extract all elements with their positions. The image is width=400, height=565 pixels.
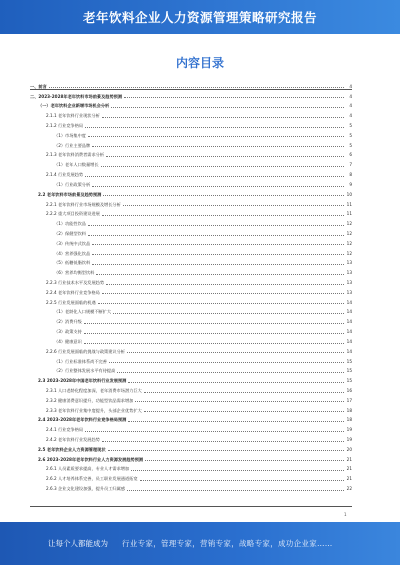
toc-leader-dots [92, 146, 344, 147]
toc-leader-dots [145, 460, 344, 461]
toc-entry-label: （4）营养强化饮品 [54, 250, 91, 256]
toc-entry[interactable] [30, 347, 352, 357]
toc-entry-page: 4 [349, 103, 352, 109]
toc-entry-page: 14 [346, 348, 352, 354]
toc-entry[interactable] [30, 337, 352, 347]
footer-slogan: 让每个人都能成为 [48, 539, 108, 548]
toc-entry-label: 2.4 2023-2028年老年饮料行业竞争格局预测 [38, 417, 127, 423]
toc-leader-dots [102, 215, 344, 216]
toc-leader-dots [144, 411, 344, 412]
toc-entry-label: 2.1.1 老年饮料行业现状分析 [46, 113, 100, 119]
toc-entry-label: 2.2.4 老年饮料行业竞争格局 [46, 289, 100, 295]
toc-leader-dots [106, 156, 344, 157]
toc-entry[interactable] [30, 259, 352, 269]
toc-leader-dots [102, 117, 344, 118]
toc-entry[interactable] [30, 82, 352, 92]
toc-entry-label: （1）老年人口数量增长 [54, 162, 99, 168]
toc-entry[interactable] [30, 141, 352, 151]
toc-entry-label: （5）低糖低脂饮料 [54, 260, 91, 266]
toc-leader-dots [84, 323, 344, 324]
toc-entry-page: 15 [346, 358, 352, 364]
toc-entry-label: 2.4.2 老年饮料行业发展趋势 [46, 437, 100, 443]
toc-entry-page: 5 [349, 123, 352, 129]
toc-entry-page: 22 [346, 486, 352, 492]
toc-leader-dots [92, 264, 344, 265]
toc-entry-page: 15 [346, 368, 352, 374]
toc-entry[interactable] [30, 425, 352, 435]
toc-leader-dots [49, 87, 344, 88]
toc-entry[interactable] [30, 288, 352, 298]
toc-entry-page: 21 [346, 476, 352, 482]
toc-entry[interactable] [30, 327, 352, 337]
toc-entry[interactable] [30, 161, 352, 171]
toc-entry-label: 2.1.4 行业发展趋势 [46, 172, 84, 178]
toc-entry-label: 2.2 老年饮料市场前景及趋势预测 [38, 191, 102, 197]
footer-services: 行业专家，管理专家，营销专家，战略专家，成功企业家…… [122, 539, 333, 548]
toc-entry-page: 6 [349, 152, 352, 158]
toc-entry[interactable] [30, 376, 352, 386]
toc-entry-page: 7 [349, 162, 352, 168]
toc-entry-label: 2.3.2 健康消费意识提升，功能型饮品需求增加 [46, 397, 134, 403]
toc-leader-dots [102, 293, 344, 294]
toc-entry[interactable] [30, 416, 352, 426]
toc-entry[interactable] [30, 131, 352, 141]
toc-leader-dots [111, 107, 344, 108]
toc-entry[interactable] [30, 239, 352, 249]
toc-entry-page: 13 [346, 270, 352, 276]
report-title: 老年饮料企业人力资源管理策略研究报告 [82, 10, 317, 25]
toc-entry-label: 2.1.3 老年饮料消费者需求分析 [46, 152, 105, 158]
toc-entry-page: 5 [349, 132, 352, 138]
toc-leader-dots [88, 225, 344, 226]
toc-leader-dots [88, 235, 344, 236]
toc-entry[interactable] [30, 111, 352, 121]
toc-leader-dots [117, 372, 344, 373]
toc-entry[interactable] [30, 210, 352, 220]
toc-entry-page: 14 [346, 319, 352, 325]
toc-entry-label: （3）传统中式饮品 [54, 240, 91, 246]
toc-entry-label: （1）行业政策分析 [54, 181, 91, 187]
toc-entry[interactable] [30, 229, 352, 239]
header-banner [0, 0, 400, 34]
toc-leader-dots [127, 490, 344, 491]
toc-entry-page: 17 [346, 397, 352, 403]
toc-entry-label: 2.5 老年饮料企业人力资源管理现状 [38, 446, 106, 452]
toc-entry-page: 16 [346, 387, 352, 393]
toc-entry-page: 18 [346, 417, 352, 423]
toc-entry-page: 10 [346, 191, 352, 197]
toc-entry[interactable] [30, 151, 352, 161]
toc-entry[interactable] [30, 465, 352, 475]
page-number: 1 [344, 512, 347, 517]
toc-leader-dots [85, 431, 344, 432]
toc-leader-dots [128, 421, 344, 422]
toc-entry-label: （1）老龄化人口规模不断扩大 [54, 309, 112, 315]
toc-entry-page: 12 [346, 240, 352, 246]
toc-entry[interactable] [30, 396, 352, 406]
toc-entry-label: 2.3 2023-2028年中国老年饮料行业发展预测 [38, 378, 127, 384]
toc-entry-page: 18 [346, 407, 352, 413]
toc-entry-label: （2）行业整体发展水平有待提高 [54, 368, 116, 374]
toc-entry[interactable] [30, 406, 352, 416]
toc-leader-dots [85, 127, 344, 128]
footer-banner [0, 522, 400, 565]
toc-leader-dots [92, 244, 344, 245]
toc-entry-page: 5 [349, 142, 352, 148]
toc-entry-page: 8 [349, 172, 352, 178]
toc-entry[interactable] [30, 249, 352, 259]
toc-entry[interactable] [30, 121, 352, 131]
toc-entry-label: （1）行业标准体系尚不完善 [54, 358, 107, 364]
toc-entry-label: （2）消费升级 [54, 319, 82, 325]
toc-entry[interactable] [30, 170, 352, 180]
toc-leader-dots [123, 205, 344, 206]
toc-leader-dots [98, 303, 344, 304]
toc-entry-label: 2.4.1 行业竞争格局 [46, 427, 84, 433]
toc-entry-label: 2.1.2 行业竞争格局 [46, 123, 84, 129]
toc-leader-dots [109, 362, 344, 363]
toc-entry-page: 15 [346, 378, 352, 384]
toc-entry-page: 4 [349, 113, 352, 119]
toc-entry-label: 2.6.1 人员素质要求提高，专业人才需求增加 [46, 466, 130, 472]
toc-entry-label: 2.2.3 行业技术水平及发展趋势 [46, 280, 105, 286]
toc-entry-label: （一）老年饮料企业新增市场机会分析 [38, 103, 110, 109]
toc-leader-dots [106, 284, 344, 285]
toc-entry[interactable] [30, 357, 352, 367]
toc-entry-label: 2.3.1 人口老龄化程度加深，老年消费市场潜力巨大 [46, 387, 142, 393]
toc-entry[interactable] [30, 278, 352, 288]
toc-entry-label: 2.2.2 重大项目投资建设进展 [46, 211, 100, 217]
toc-entry[interactable] [30, 200, 352, 210]
toc-leader-dots [92, 186, 344, 187]
toc-entry[interactable] [30, 219, 352, 229]
toc-leader-dots [127, 352, 344, 353]
toc-leader-dots [144, 392, 344, 393]
toc-entry-page: 20 [346, 446, 352, 452]
table-of-contents [30, 82, 352, 494]
toc-entry-label: （6）营养均衡型饮料 [54, 270, 95, 276]
toc-entry-label: （2）保健型饮料 [54, 230, 86, 236]
toc-leader-dots [85, 176, 344, 177]
toc-leader-dots [128, 382, 344, 383]
toc-entry-label: 2.3.3 老年饮料行业集中度提升，头部企业优势扩大 [46, 407, 142, 413]
toc-entry-page: 14 [346, 329, 352, 335]
toc-entry-label: 2.6.3 企业文化建设加强，提升员工归属感 [46, 486, 125, 492]
toc-leader-dots [113, 313, 344, 314]
toc-entry-page: 11 [346, 211, 352, 217]
toc-entry-label: （1）市场集中度 [54, 132, 86, 138]
toc-leader-dots [103, 195, 344, 196]
toc-entry-page: 21 [346, 456, 352, 462]
toc-leader-dots [108, 450, 344, 451]
toc-entry[interactable] [30, 180, 352, 190]
toc-entry-label: （2）行业主要品牌 [54, 142, 91, 148]
toc-entry[interactable] [30, 484, 352, 494]
toc-entry-page: 4 [349, 83, 352, 89]
toc-entry[interactable] [30, 190, 352, 200]
toc-entry[interactable] [30, 435, 352, 445]
toc-entry[interactable] [30, 268, 352, 278]
toc-entry-label: 2.2.1 老年饮料行业市场规模及增长分析 [46, 201, 121, 207]
toc-entry-page: 12 [346, 250, 352, 256]
toc-entry-page: 12 [346, 230, 352, 236]
toc-leader-dots [96, 274, 344, 275]
toc-entry-page: 14 [346, 309, 352, 315]
toc-entry-page: 11 [346, 201, 352, 207]
toc-leader-dots [102, 441, 344, 442]
toc-leader-dots [92, 254, 344, 255]
toc-entry-label: 一、前言 [30, 83, 47, 89]
toc-leader-dots [131, 470, 344, 471]
toc-entry-label: 2.6.2 人才培养体系完善，员工职业发展通道拓宽 [46, 476, 138, 482]
toc-leader-dots [124, 97, 344, 98]
toc-entry[interactable] [30, 102, 352, 112]
toc-leader-dots [88, 136, 344, 137]
toc-bottom-divider [30, 506, 352, 507]
toc-entry[interactable] [30, 318, 352, 328]
toc-leader-dots [84, 343, 344, 344]
toc-entry[interactable] [30, 475, 352, 485]
toc-entry[interactable] [30, 308, 352, 318]
toc-entry[interactable] [30, 367, 352, 377]
toc-entry-page: 14 [346, 338, 352, 344]
toc-entry-label: （4）健康意识 [54, 338, 82, 344]
toc-title: 内容目录 [175, 56, 224, 70]
toc-entry-page: 21 [346, 466, 352, 472]
toc-entry-page: 19 [346, 427, 352, 433]
toc-entry-page: 4 [349, 93, 352, 99]
toc-entry-label: 2.6 2023-2028年老年饮料行业人力资源发展趋势预测 [38, 456, 144, 462]
toc-entry-label: （3）政策支持 [54, 329, 82, 335]
toc-entry-page: 13 [346, 280, 352, 286]
toc-entry-label: 二、2023-2028年老年饮料市场前景及趋势预测 [30, 93, 123, 99]
toc-leader-dots [101, 166, 344, 167]
toc-entry-label: 2.2.6 行业发展面临的挑战与政策建议分析 [46, 348, 125, 354]
toc-entry[interactable] [30, 298, 352, 308]
toc-entry-page: 12 [346, 221, 352, 227]
toc-entry-page: 14 [346, 299, 352, 305]
toc-entry[interactable] [30, 445, 352, 455]
toc-entry[interactable] [30, 455, 352, 465]
toc-entry-page: 13 [346, 289, 352, 295]
toc-entry[interactable] [30, 92, 352, 102]
toc-entry-page: 9 [349, 181, 352, 187]
toc-entry[interactable] [30, 386, 352, 396]
toc-entry-label: 2.2.5 行业发展面临的机遇 [46, 299, 96, 305]
toc-entry-page: 13 [346, 260, 352, 266]
toc-leader-dots [135, 401, 344, 402]
toc-leader-dots [140, 480, 344, 481]
toc-entry-label: （1）功能性饮品 [54, 221, 86, 227]
toc-leader-dots [84, 333, 344, 334]
toc-entry-page: 19 [346, 437, 352, 443]
